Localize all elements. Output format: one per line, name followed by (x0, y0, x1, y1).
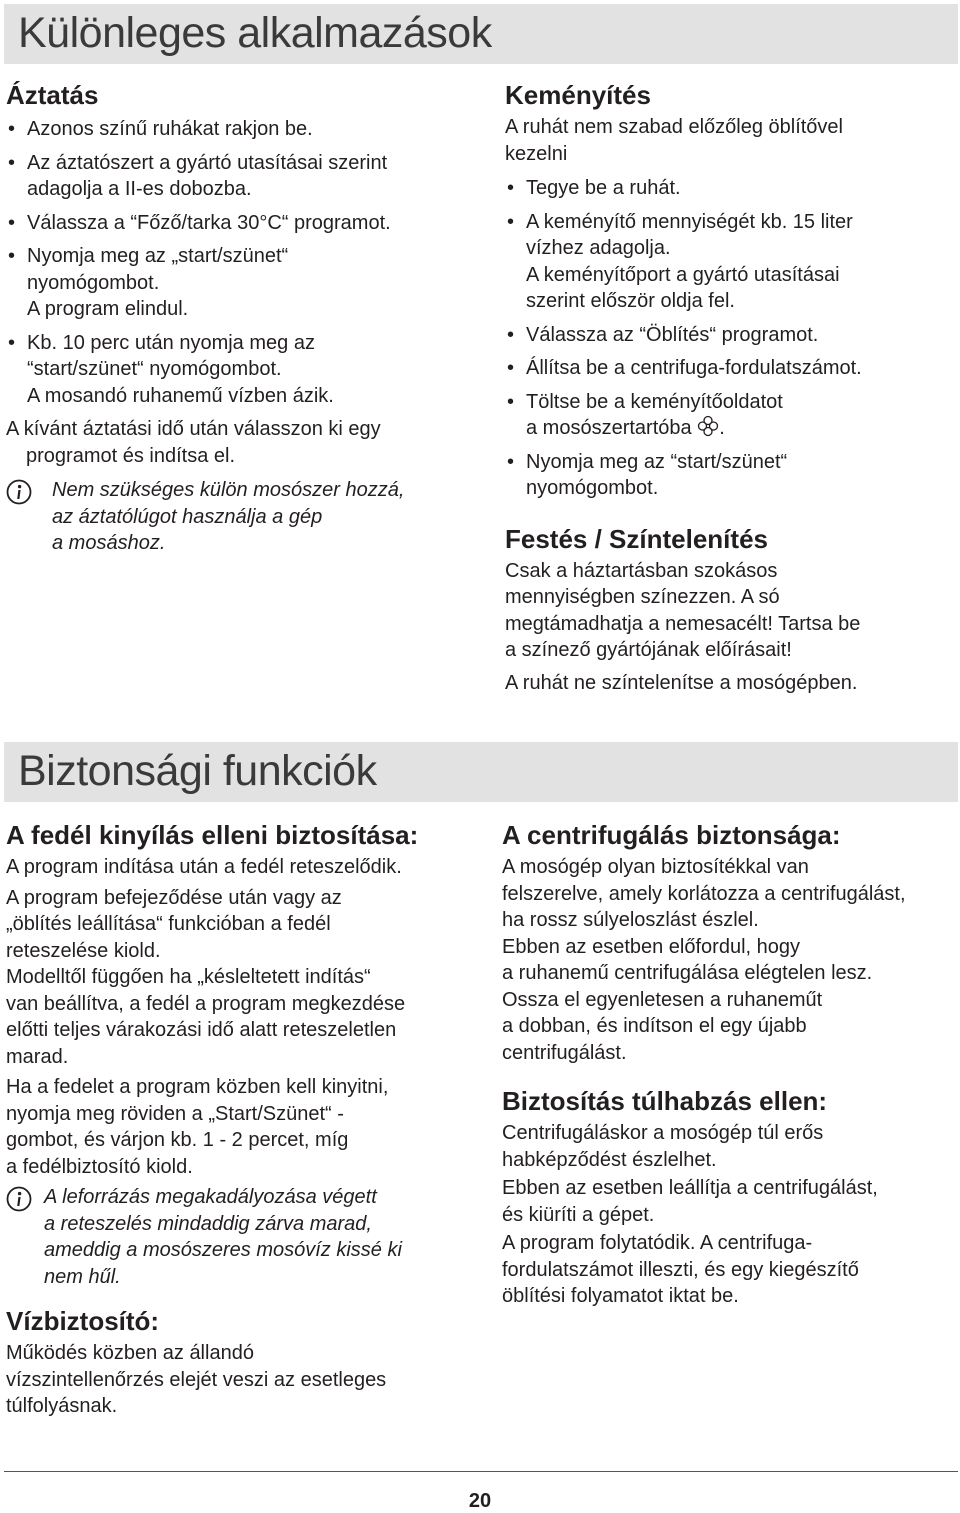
lid-lock-section (6, 820, 476, 1420)
dyeing-text: Csak a háztartásban szokásos mennyiségben színezzen. A só megtámadhatja a nemesacélt! Tartsa be a színező gyártójának előírásait! (505, 559, 861, 661)
list-item: • Válassza a “Főző/tarka 30°C“ programot. (6, 210, 476, 237)
paragraph: A mosógép olyan biztosítékkal van felszerelve, amely korlátozza a centrifugálást, ha rossz súlyeloszlást észlel. Ebben az esetben előfordul, hogy a ruhanemű centrifugálása elégtelen lesz. Ossza el egyenletesen a ruhaneműt a dobban, és indítson el egy újabb centrifugálást. (502, 856, 906, 1064)
lid-lock-heading: A fedél kinyílás elleni biztosítása: (6, 820, 419, 850)
list-item: • A keményítő mennyiségét kb. 15 liter vízhez adagolja. A keményítőport a gyártó utasításai szerint először oldja fel. (505, 209, 955, 315)
list-item: • Állítsa be a centrifuga-fordulatszámot. (505, 355, 955, 382)
starching-heading: Keményítés (505, 80, 651, 110)
paragraph: Modelltől függően ha „késleltetett indítás“ van beállítva, a fedél a program megkezdése előtti teljes várakozási idő alatt reteszeletlen marad. (6, 966, 406, 1068)
section-banner-special-applications (4, 4, 958, 64)
list-item: • Töltse be a keményítőoldatot a mosószertartóba . (505, 389, 955, 442)
spin-safety-section (502, 820, 957, 1310)
soaking-section (6, 80, 476, 557)
soaking-steps (6, 116, 476, 409)
flower-compartment-icon (697, 415, 719, 437)
list-item: • Nyomja meg az „start/szünet“ nyomógombot. A program elindul. (6, 243, 476, 323)
list-item: • Az áztatószert a gyártó utasításai szerint adagolja a II-es dobozba. (6, 150, 476, 203)
footer-divider (4, 1471, 958, 1472)
water-protection-heading: Vízbiztosító: (6, 1306, 160, 1336)
dyeing-text-2: A ruhát ne színtelenítse a mosógépben. (505, 671, 858, 694)
paragraph: A program folytatódik. A centrifuga- fordulatszámot illeszti, és egy kiegészítő öblítési folyamatot iktat be. (502, 1232, 859, 1307)
page-number: 20 (468, 1490, 492, 1512)
soaking-after-text: A kívánt áztatási idő után válasszon ki egy programot és indítsa el. (6, 418, 381, 467)
starching-intro: A ruhát nem szabad előzőleg öblítővel kezelni (505, 116, 843, 165)
paragraph: A program indítása után a fedél reteszelődik. (6, 856, 402, 878)
info-icon (6, 479, 32, 505)
soaking-heading: Áztatás (6, 80, 99, 110)
lid-lock-info-note: A leforrázás megakadályozása végett a reteszelés mindaddig zárva marad, ameddig a mosószeres mosóvíz kissé ki nem hűl. (6, 1184, 476, 1290)
paragraph: Ha a fedelet a program közben kell kinyitni, nyomja meg röviden a „Start/Szünet“ - gombot, és várjon kb. 1 - 2 percet, míg a fedélbiztosító kiold. (6, 1076, 389, 1178)
section-banner-safety-functions (4, 742, 958, 802)
info-icon (6, 1186, 32, 1212)
paragraph: Centrifugáláskor a mosógép túl erős habképződést észlelhet. (502, 1122, 824, 1171)
section-title: Különleges alkalmazások (18, 9, 492, 57)
starching-steps (505, 175, 955, 502)
list-item: • Tegye be a ruhát. (505, 175, 955, 202)
overfoam-heading: Biztosítás túlhabzás ellen: (502, 1086, 828, 1116)
section-title: Biztonsági funkciók (18, 747, 377, 795)
list-item: • Kb. 10 perc után nyomja meg az “start/szünet“ nyomógombot. A mosandó ruhanemű vízben ázik. (6, 330, 476, 410)
paragraph: Működés közben az állandó vízszintellenőrzés elejét veszi az esetleges túlfolyásnak. (6, 1342, 387, 1417)
spin-safety-heading: A centrifugálás biztonsága: (502, 820, 841, 850)
list-item: • Válassza az “Öblítés“ programot. (505, 322, 955, 349)
dyeing-heading: Festés / Színtelenítés (505, 523, 768, 554)
starching-section (505, 80, 955, 696)
soaking-info-note: Nem szükséges külön mosószer hozzá, az áztatólúgot használja a gép a mosáshoz. (6, 477, 476, 557)
list-item: • Nyomja meg az “start/szünet“ nyomógombot. (505, 449, 955, 502)
paragraph: Ebben az esetben leállítja a centrifugálást, és kiüríti a gépet. (502, 1177, 878, 1226)
paragraph: A program befejeződése után vagy az „öblítés leállítása“ funkcióban a fedél reteszelése kiold. (6, 886, 342, 962)
list-item: • Azonos színű ruhákat rakjon be. (6, 116, 476, 143)
